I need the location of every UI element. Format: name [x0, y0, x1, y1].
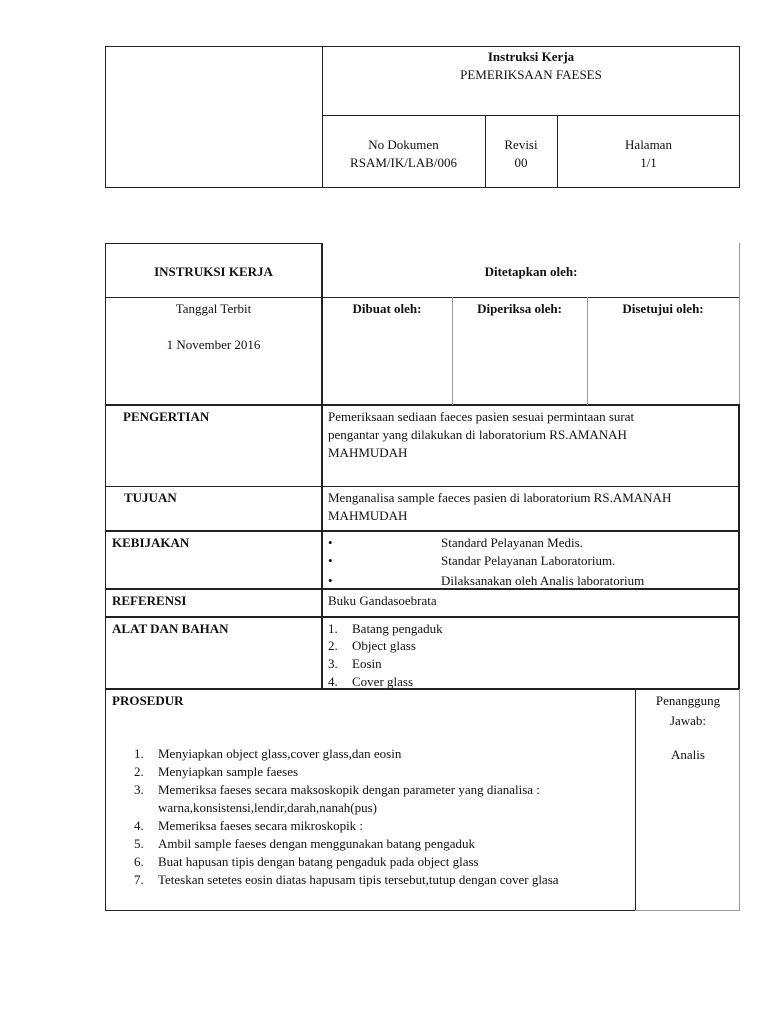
instruction-label: INSTRUKSI KERJA [154, 264, 273, 279]
procedure-step: 4. Memeriksa faeses secara mikroskopik : [134, 818, 364, 833]
procedure-step: warna,konsistensi,lendir,darah,nanah(pus) [158, 800, 377, 815]
policy-item: Standard Pelayanan Medis. [441, 535, 583, 550]
procedure-step: 2. Menyiapkan sample faeses [134, 764, 299, 779]
definition-line-2: pengantar yang dilakukan di laboratorium RS.AMANAH [328, 427, 627, 442]
bullet: • [328, 573, 333, 588]
bullet: • [328, 535, 333, 550]
established-by-label: Ditetapkan oleh: [484, 264, 578, 279]
page-value: 1/1 [640, 155, 657, 170]
issue-date-label: Tanggal Terbit [175, 301, 252, 316]
revision-value: 00 [514, 155, 528, 170]
bullet: • [328, 553, 333, 568]
policy-label: KEBIJAKAN [112, 535, 190, 550]
procedure-step: 7. Teteskan setetes eosin diatas hapusam tipis tersebut,tutup dengan cover glasa [134, 872, 559, 887]
procedure-step: 3. Memeriksa faeses secara maksoskopik dengan parameter yang dianalisa : [134, 782, 540, 797]
policy-item: Dilaksanakan oleh Analis laboratorium [441, 573, 645, 588]
procedure-step: 1. Menyiapkan object glass,cover glass,dan eosin [134, 746, 402, 761]
procedure-label: PROSEDUR [112, 693, 184, 708]
list-item: 3. Eosin [328, 656, 382, 671]
doc-title: Instruksi Kerja [487, 49, 575, 64]
responsible-label-line-2: Jawab: [669, 713, 707, 728]
responsible-label-line-1: Penanggung [655, 693, 721, 708]
page-label: Halaman [625, 137, 672, 152]
doc-number-value: RSAM/IK/LAB/006 [350, 155, 457, 170]
definition-label: PENGERTIAN [123, 409, 210, 424]
doc-subtitle: PEMERIKSAAN FAESES [460, 67, 602, 82]
procedure-step: 6. Buat hapusan tipis dengan batang pengaduk pada object glass [134, 854, 479, 869]
definition-line-3: MAHMUDAH [328, 445, 408, 460]
reference-value: Buku Gandasoebrata [328, 593, 437, 608]
list-item: 4. Cover glass [328, 674, 414, 689]
purpose-label: TUJUAN [124, 490, 177, 505]
doc-number-label: No Dokumen [368, 137, 439, 152]
reference-label: REFERENSI [112, 593, 187, 608]
procedure-step: 5. Ambil sample faeses dengan menggunakan batang pengaduk [134, 836, 475, 851]
definition-line-1: Pemeriksaan sediaan faeces pasien sesuai permintaan surat [328, 409, 635, 424]
responsible-value: Analis [671, 747, 705, 762]
issue-date-value: 1 November 2016 [166, 337, 261, 352]
list-item: 2. Object glass [328, 638, 416, 653]
purpose-line-1: Menganalisa sample faeces pasien di laboratorium RS.AMANAH [328, 490, 672, 505]
purpose-line-2: MAHMUDAH [328, 508, 408, 523]
revision-label: Revisi [504, 137, 538, 152]
policy-item: Standar Pelayanan Laboratorium. [441, 553, 616, 568]
made-by-label: Dibuat oleh: [352, 301, 422, 316]
approved-by-label: Disetujui oleh: [622, 301, 704, 316]
tools-label: ALAT DAN BAHAN [112, 621, 229, 636]
list-item: 1. Batang pengaduk [328, 621, 443, 636]
checked-by-label: Diperiksa oleh: [477, 301, 562, 316]
